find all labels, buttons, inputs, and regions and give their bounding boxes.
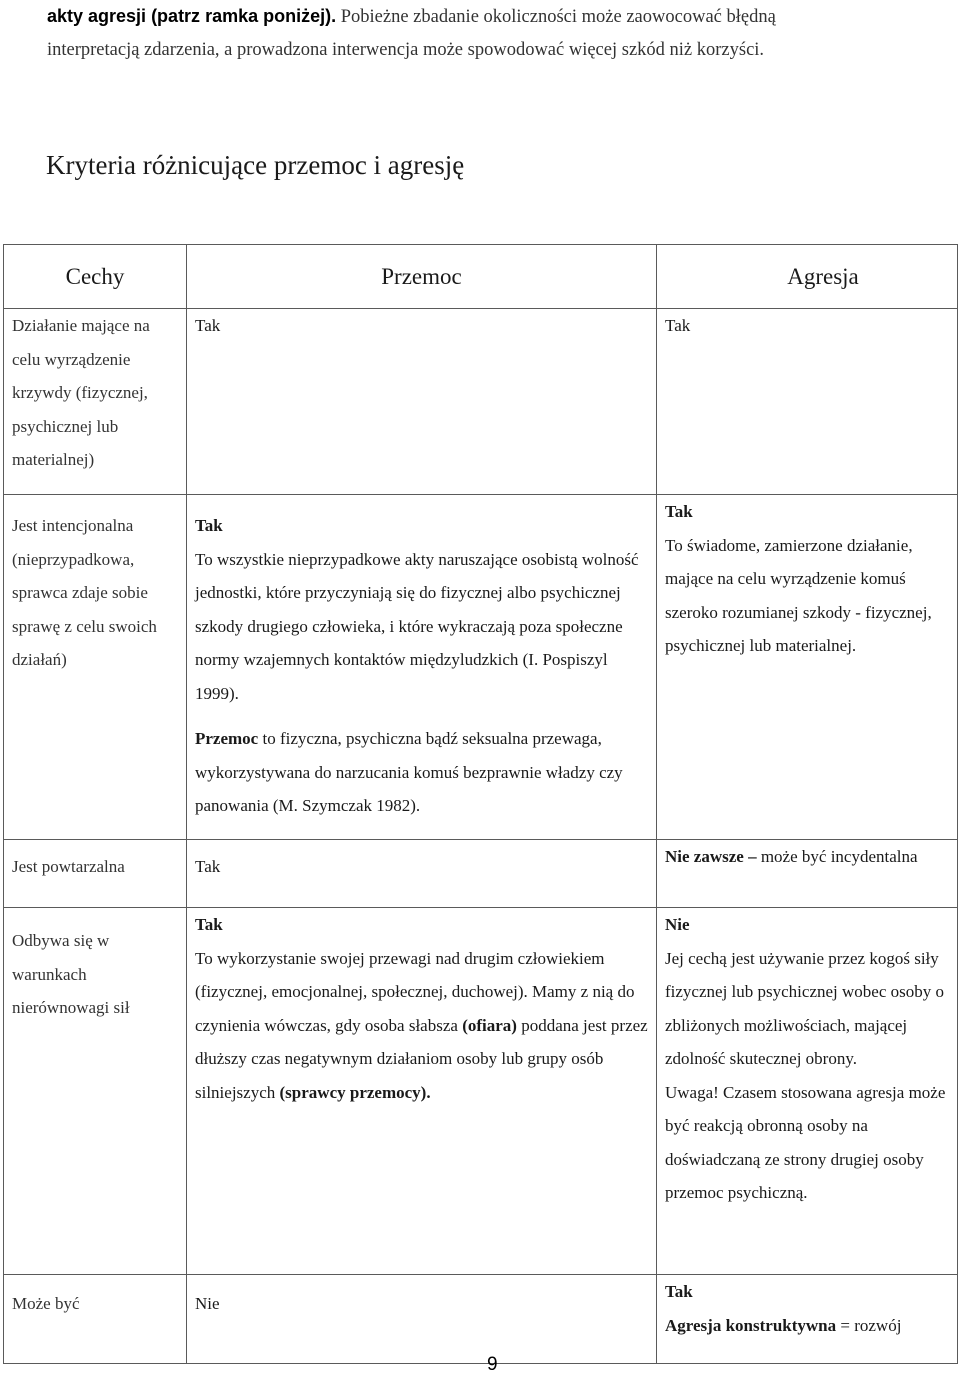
- przemoc-value: Tak: [195, 516, 223, 535]
- przemoc-sprawcy: (sprawcy przemocy).: [279, 1082, 431, 1102]
- przemoc-definition-term: Przemoc: [195, 729, 259, 748]
- agresja-cell: [657, 908, 958, 1275]
- przemoc-value: Tak: [195, 316, 221, 335]
- header-agresja: Agresja: [657, 245, 958, 309]
- row-label: Może być: [4, 1275, 187, 1364]
- intro-line-2: interpretacją zdarzenia, a prowadzona interwencja może spowodować więcej szkód niż korzyści.: [47, 40, 765, 60]
- agresja-cell: [657, 1275, 958, 1364]
- przemoc-description: To wszystkie nieprzypadkowe akty naruszające osobistą wolność jednostki, które przyczyniają się do fizycznej albo psychicznej szkody drugiego człowieka, i które wykraczają poza społeczne normy wzajemnych kontaktów międzyludzkich (I. Pospiszyl 1999).: [195, 549, 639, 703]
- table-row: [4, 1275, 958, 1364]
- row-label: Jest powtarzalna: [4, 840, 187, 908]
- agresja-term: Agresja konstruktywna: [665, 1315, 837, 1335]
- agresja-description: może być incydentalna: [756, 847, 918, 866]
- przemoc-value: Tak: [195, 857, 221, 876]
- przemoc-definition: [195, 722, 648, 823]
- header-przemoc: Przemoc: [187, 245, 657, 309]
- przemoc-definition-text: to fizyczna, psychiczna bądź seksualna przewaga, wykorzystywana do narzucania komuś bezprawnie władzy czy panowania (M. Szymczak 1982).: [195, 729, 623, 815]
- section-heading: Kryteria różnicujące przemoc i agresję: [46, 150, 465, 180]
- przemoc-cell: [187, 1275, 657, 1364]
- przemoc-text-part2: poddana jest przez dłuższy czas negatywnym działaniom osoby lub grupy osób silniejszych: [195, 1015, 648, 1102]
- header-cechy: Cechy: [4, 245, 187, 309]
- table-row: [4, 840, 958, 908]
- agresja-value: Tak: [665, 316, 691, 335]
- agresja-description: [665, 1309, 949, 1343]
- intro-line-1-text: Pobieżne zbadanie okoliczności może zaowocować błędną: [336, 7, 776, 27]
- agresja-cell: [657, 840, 958, 908]
- przemoc-value: Nie: [195, 1294, 220, 1313]
- przemoc-value: Tak: [195, 915, 223, 934]
- agresja-value: Tak: [665, 1282, 693, 1301]
- przemoc-description: [195, 942, 648, 1110]
- agresja-cell: [657, 495, 958, 840]
- agresja-value: Tak: [665, 502, 693, 521]
- przemoc-cell: [187, 309, 657, 495]
- row-label: Odbywa się w warunkach nierównowagi sił: [4, 908, 187, 1275]
- agresja-note: Uwaga! Czasem stosowana agresja może być reakcją obronną osoby na doświadczaną ze strony drugiej osoby przemoc psychiczną.: [665, 1082, 946, 1202]
- criteria-table: [3, 244, 958, 1364]
- agresja-cell: [657, 309, 958, 495]
- agresja-term: Nie zawsze –: [665, 847, 757, 866]
- intro-line-1: [47, 0, 952, 34]
- row-label: Działanie mające na celu wyrządzenie krzywdy (fizycznej, psychicznej lub materialnej): [4, 309, 187, 495]
- agresja-text: = rozwój: [836, 1315, 902, 1335]
- przemoc-cell: [187, 908, 657, 1275]
- page-number: 9: [487, 1354, 498, 1375]
- table-header-row: [4, 245, 958, 309]
- agresja-description: Jej cechą jest używanie przez kogoś siły fizycznej lub psychicznej wobec osoby o zbliżonych możliwościach, mającej zdolność skutecznej obrony.: [665, 948, 944, 1068]
- intro-lead: akty agresji (patrz ramka poniżej).: [47, 6, 337, 26]
- row-label: Jest intencjonalna (nieprzypadkowa, sprawca zdaje sobie sprawę z celu swoich działań): [4, 495, 187, 840]
- intro-paragraph: [47, 0, 952, 67]
- przemoc-cell: [187, 495, 657, 840]
- przemoc-text-part1: To wykorzystanie swojej przewagi nad drugim człowiekiem (fizycznej, emocjonalnej, społecznej, duchowej). Mamy z nią do czynienia wówczas, gdy osoba słabsza: [195, 948, 635, 1035]
- przemoc-cell: [187, 840, 657, 908]
- agresja-value: Nie: [665, 915, 690, 934]
- table-row: [4, 309, 958, 495]
- agresja-description: To świadome, zamierzone działanie, mające na celu wyrządzenie komuś szeroko rozumianej szkody - fizycznej, psychicznej lub materialnej.: [665, 535, 932, 655]
- table-row: [4, 908, 958, 1275]
- table-row: [4, 495, 958, 840]
- przemoc-ofiara: (ofiara): [462, 1015, 517, 1035]
